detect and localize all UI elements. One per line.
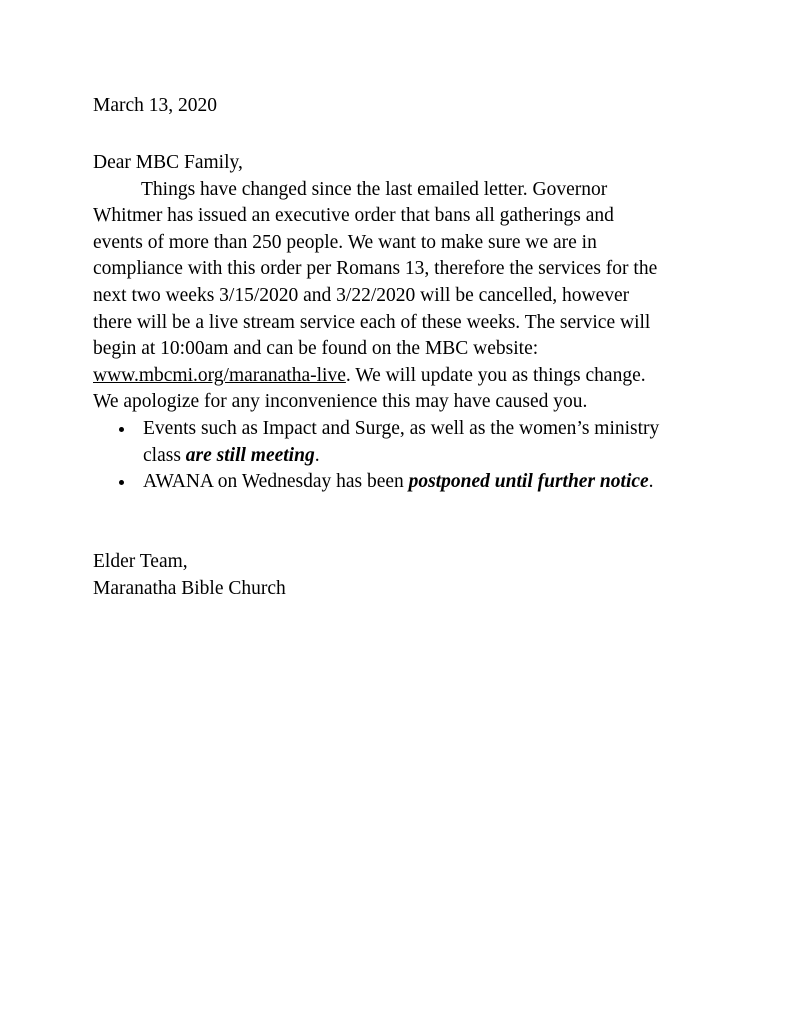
bullet-emphasis: postponed until further notice <box>408 471 649 493</box>
paragraph-line-with-link <box>93 363 713 390</box>
main-paragraph <box>93 177 713 416</box>
paragraph-line: Whitmer has issued an executive order that bans all gatherings and <box>93 205 614 227</box>
bullet-text <box>143 469 713 496</box>
salutation: Dear MBC Family, <box>93 152 243 173</box>
paragraph-line: We apologize for any inconvenience this may have caused you. <box>93 391 588 413</box>
bullet-emphasis: are still meeting <box>185 444 315 466</box>
paragraph-line: Things have changed since the last emailed letter. Governor <box>141 178 608 200</box>
bullet-icon <box>119 427 124 432</box>
list-item <box>93 416 713 469</box>
bullet-suffix: . <box>314 444 320 466</box>
bullet-icon <box>119 480 124 485</box>
paragraph-line: there will be a live stream service each of these weeks. The service will <box>93 311 651 333</box>
bullet-suffix: . <box>648 471 654 493</box>
bullet-prefix: class <box>143 444 186 466</box>
signoff-team: Elder Team, <box>93 551 188 572</box>
bullet-list <box>93 416 713 496</box>
after-link-text: . We will update you as things change. <box>345 364 646 386</box>
signoff <box>93 549 286 602</box>
list-item <box>93 469 713 496</box>
signoff-church: Maranatha Bible Church <box>93 577 286 599</box>
paragraph-line: compliance with this order per Romans 13, therefore the services for the <box>93 258 658 280</box>
livestream-link[interactable]: www.mbcmi.org/maranatha-live <box>93 364 346 386</box>
letter-date: March 13, 2020 <box>93 95 218 116</box>
letter-body <box>93 150 713 496</box>
bullet-text-continued <box>143 443 713 470</box>
paragraph-line: events of more than 250 people. We want to make sure we are in <box>93 231 597 253</box>
bullet-prefix: AWANA on Wednesday has been <box>143 471 409 493</box>
bullet-text: Events such as Impact and Surge, as well as the women’s ministry <box>143 417 660 439</box>
paragraph-line: begin at 10:00am and can be found on the MBC website: <box>93 338 539 360</box>
paragraph-line: next two weeks 3/15/2020 and 3/22/2020 will be cancelled, however <box>93 284 630 306</box>
